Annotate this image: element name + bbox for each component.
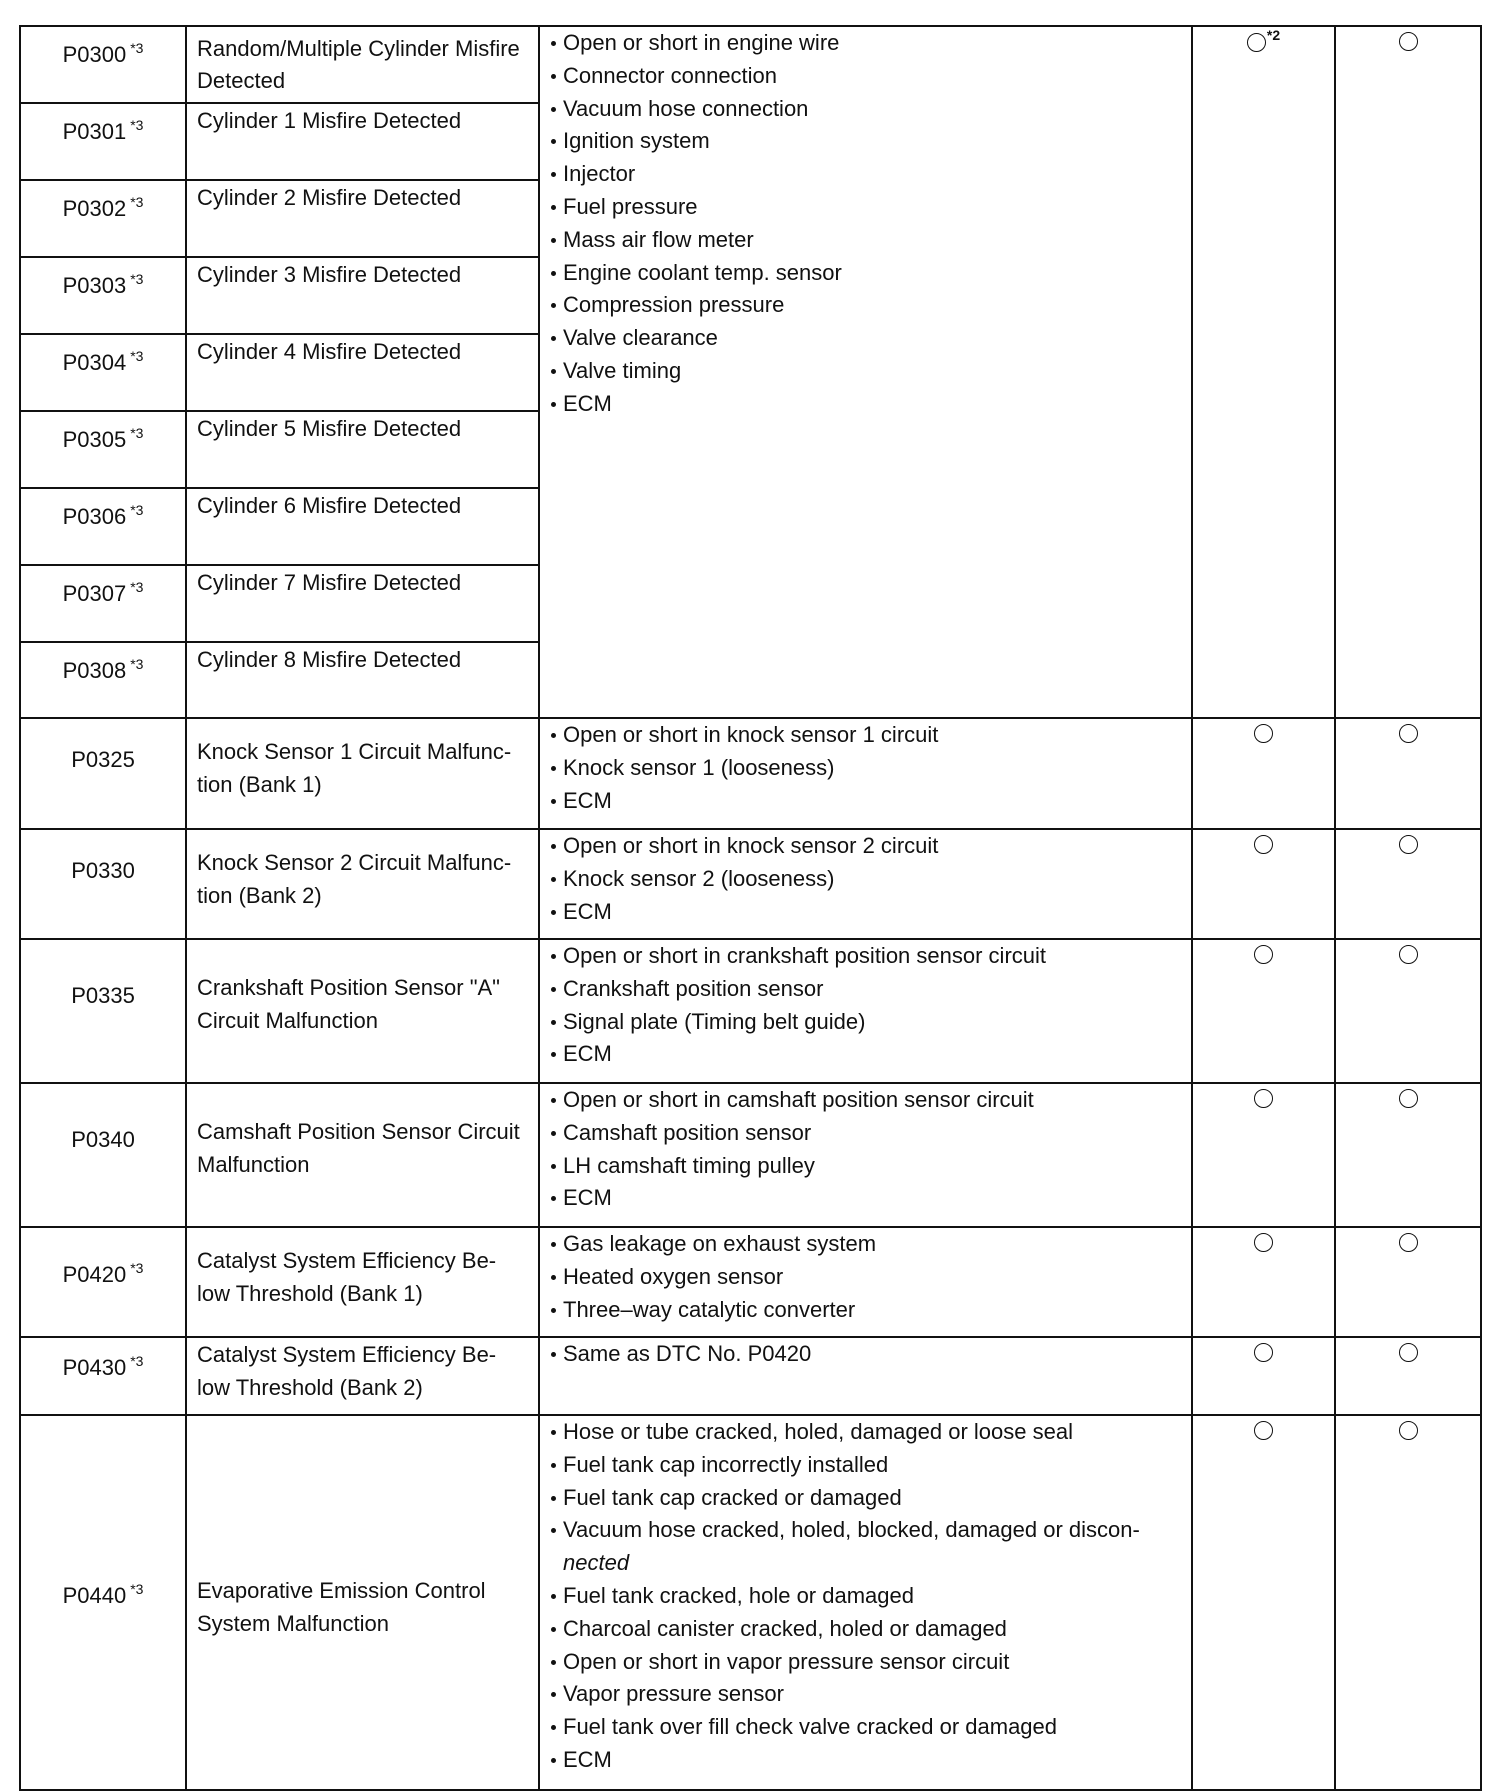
list-item: Vapor pressure sensor (551, 1678, 1183, 1711)
dtc-description: Crankshaft Position Sensor "A" Circuit Malfunction (186, 939, 539, 1083)
dtc-code: P0304 (62, 350, 127, 375)
dtc-code-cell (20, 642, 186, 718)
table-row (20, 1083, 1481, 1227)
list-item: Mass air flow meter (551, 224, 1183, 257)
list-item: Open or short in knock sensor 1 circuit (551, 719, 1183, 752)
trouble-area-list (551, 1228, 1183, 1326)
dtc-description: Random/Multiple Cylinder Misfire Detected (186, 26, 539, 103)
mil-mark-cell (1192, 718, 1335, 829)
list-item: LH camshaft timing pulley (551, 1150, 1183, 1183)
memory-mark-cell (1335, 829, 1481, 939)
memory-mark-cell (1335, 718, 1481, 829)
trouble-area-list (551, 1416, 1183, 1777)
dtc-code-note: *3 (130, 1581, 144, 1597)
dtc-code-note: *3 (130, 656, 144, 672)
dtc-code-cell (20, 180, 186, 257)
list-item: Open or short in crankshaft position sensor circuit (551, 940, 1183, 973)
dtc-code-cell (20, 565, 186, 642)
dtc-description: Catalyst System Efficiency Be- low Threshold (Bank 2) (186, 1337, 539, 1415)
dtc-code: P0440 (62, 1583, 127, 1608)
list-item: ECM (551, 896, 1183, 929)
dtc-code: P0301 (62, 119, 127, 144)
dtc-code-cell (20, 829, 186, 939)
dtc-code-cell (20, 334, 186, 411)
mil-mark-cell (1192, 1083, 1335, 1227)
dtc-code-cell (20, 1083, 186, 1227)
dtc-description: Camshaft Position Sensor Circuit Malfunction (186, 1083, 539, 1227)
circle-mark-icon (1254, 945, 1273, 964)
trouble-area-cell (539, 1227, 1192, 1337)
circle-mark-icon (1254, 835, 1273, 854)
dtc-description: Catalyst System Efficiency Be- low Threshold (Bank 1) (186, 1227, 539, 1337)
circle-mark-icon (1399, 1089, 1418, 1108)
circle-mark-icon (1254, 1233, 1273, 1252)
list-item: Valve timing (551, 355, 1183, 388)
trouble-area-cell (539, 26, 1192, 718)
dtc-code: P0306 (62, 504, 127, 529)
trouble-area-cell (539, 1337, 1192, 1415)
dtc-code: P0340 (71, 1127, 135, 1152)
dtc-code-note: *3 (130, 271, 144, 287)
list-item: Signal plate (Timing belt guide) (551, 1006, 1183, 1039)
list-item-continuation: nected (563, 1550, 630, 1576)
trouble-area-cell (539, 1415, 1192, 1790)
dtc-code-cell (20, 1227, 186, 1337)
mil-mark-cell (1192, 26, 1335, 718)
mil-mark-note: *2 (1266, 27, 1281, 43)
trouble-area-cell (539, 829, 1192, 939)
list-item: Open or short in camshaft position sensor circuit (551, 1084, 1183, 1117)
dtc-code-note: *3 (130, 348, 144, 364)
dtc-code-cell (20, 718, 186, 829)
dtc-code: P0305 (62, 427, 127, 452)
circle-mark-icon (1254, 1343, 1273, 1362)
list-item: Charcoal canister cracked, holed or damaged (551, 1613, 1183, 1646)
list-item: Fuel tank cap incorrectly installed (551, 1449, 1183, 1482)
list-item: Valve clearance (551, 322, 1183, 355)
circle-mark-icon (1254, 1421, 1273, 1440)
list-item: Camshaft position sensor (551, 1117, 1183, 1150)
dtc-description: Evaporative Emission Control System Malfunction (186, 1415, 539, 1790)
list-item: ECM (551, 1744, 1183, 1777)
dtc-description: Cylinder 8 Misfire Detected (186, 642, 539, 718)
circle-mark-icon (1247, 33, 1266, 52)
list-item: Engine coolant temp. sensor (551, 257, 1183, 290)
list-item: Hose or tube cracked, holed, damaged or loose seal (551, 1416, 1183, 1449)
circle-mark-icon (1399, 1421, 1418, 1440)
table-row (20, 1227, 1481, 1337)
table-row (20, 1415, 1481, 1790)
dtc-description: Cylinder 2 Misfire Detected (186, 180, 539, 257)
table-row (20, 829, 1481, 939)
memory-mark-cell (1335, 1415, 1481, 1790)
dtc-code-note: *3 (130, 1353, 144, 1369)
list-item: ECM (551, 1182, 1183, 1215)
trouble-area-list (551, 1338, 1183, 1371)
dtc-code-note: *3 (130, 425, 144, 441)
circle-mark-icon (1399, 835, 1418, 854)
dtc-description: Cylinder 4 Misfire Detected (186, 334, 539, 411)
list-item: Open or short in vapor pressure sensor circuit (551, 1646, 1183, 1679)
circle-mark-icon (1399, 945, 1418, 964)
dtc-code-cell (20, 411, 186, 488)
memory-mark-cell (1335, 1337, 1481, 1415)
dtc-code-cell (20, 488, 186, 565)
list-item: Open or short in knock sensor 2 circuit (551, 830, 1183, 863)
list-item: ECM (551, 785, 1183, 818)
dtc-code: P0308 (62, 658, 127, 683)
dtc-description: Cylinder 6 Misfire Detected (186, 488, 539, 565)
list-item: ECM (551, 1038, 1183, 1071)
list-item: Fuel pressure (551, 191, 1183, 224)
mil-mark-cell (1192, 1227, 1335, 1337)
dtc-code: P0335 (71, 983, 135, 1008)
memory-mark-cell (1335, 26, 1481, 718)
list-item: Open or short in engine wire (551, 27, 1183, 60)
circle-mark-icon (1399, 1233, 1418, 1252)
dtc-code-cell (20, 1415, 186, 1790)
dtc-description: Knock Sensor 2 Circuit Malfunc- tion (Bank 2) (186, 829, 539, 939)
mil-mark-cell (1192, 939, 1335, 1083)
dtc-code: P0303 (62, 273, 127, 298)
list-item: Fuel tank over fill check valve cracked or damaged (551, 1711, 1183, 1744)
dtc-code: P0330 (71, 858, 135, 883)
trouble-area-cell (539, 1083, 1192, 1227)
trouble-area-list (551, 1084, 1183, 1215)
dtc-code-note: *3 (130, 1260, 144, 1276)
dtc-code-note: *3 (130, 40, 144, 56)
table-row (20, 939, 1481, 1083)
trouble-area-list (551, 940, 1183, 1071)
list-item: Crankshaft position sensor (551, 973, 1183, 1006)
dtc-code-cell (20, 103, 186, 180)
list-item: Compression pressure (551, 289, 1183, 322)
dtc-code-note: *3 (130, 502, 144, 518)
list-item: Same as DTC No. P0420 (551, 1338, 1183, 1371)
memory-mark-cell (1335, 1083, 1481, 1227)
dtc-description: Cylinder 1 Misfire Detected (186, 103, 539, 180)
list-item: Heated oxygen sensor (551, 1261, 1183, 1294)
dtc-code: P0300 (62, 42, 127, 67)
circle-mark-icon (1399, 724, 1418, 743)
memory-mark-cell (1335, 939, 1481, 1083)
list-item: Vacuum hose cracked, holed, blocked, damaged or discon- (551, 1514, 1183, 1547)
trouble-area-list (551, 830, 1183, 928)
list-item: Ignition system (551, 125, 1183, 158)
trouble-area-list (551, 27, 1183, 421)
dtc-code: P0420 (62, 1262, 127, 1287)
dtc-code-note: *3 (130, 194, 144, 210)
memory-mark-cell (1335, 1227, 1481, 1337)
dtc-code: P0307 (62, 581, 127, 606)
list-item: Vacuum hose connection (551, 93, 1183, 126)
dtc-description: Cylinder 3 Misfire Detected (186, 257, 539, 334)
dtc-code: P0325 (71, 747, 135, 772)
list-item: Three–way catalytic converter (551, 1294, 1183, 1327)
list-item: Fuel tank cracked, hole or damaged (551, 1580, 1183, 1613)
dtc-table (19, 25, 1482, 1791)
dtc-code-cell (20, 939, 186, 1083)
circle-mark-icon (1254, 1089, 1273, 1108)
trouble-area-cell (539, 718, 1192, 829)
dtc-code-cell (20, 26, 186, 103)
dtc-code-cell (20, 257, 186, 334)
trouble-area-list (551, 719, 1183, 817)
list-item: Injector (551, 158, 1183, 191)
list-item: Fuel tank cap cracked or damaged (551, 1482, 1183, 1515)
dtc-description: Cylinder 7 Misfire Detected (186, 565, 539, 642)
circle-mark-icon (1399, 1343, 1418, 1362)
dtc-code-note: *3 (130, 117, 144, 133)
list-item: Knock sensor 2 (looseness) (551, 863, 1183, 896)
table-row (20, 26, 1481, 103)
mil-mark-cell (1192, 1337, 1335, 1415)
mil-mark-cell (1192, 829, 1335, 939)
dtc-code: P0430 (62, 1355, 127, 1380)
list-item: Connector connection (551, 60, 1183, 93)
list-item: Knock sensor 1 (looseness) (551, 752, 1183, 785)
list-item: ECM (551, 388, 1183, 421)
trouble-area-cell (539, 939, 1192, 1083)
circle-mark-icon (1254, 724, 1273, 743)
dtc-code-note: *3 (130, 579, 144, 595)
circle-mark-icon (1399, 32, 1418, 51)
dtc-code: P0302 (62, 196, 127, 221)
dtc-code-cell (20, 1337, 186, 1415)
list-item: Gas leakage on exhaust system (551, 1228, 1183, 1261)
table-row (20, 1337, 1481, 1415)
mil-mark-cell (1192, 1415, 1335, 1790)
table-row (20, 718, 1481, 829)
dtc-description: Cylinder 5 Misfire Detected (186, 411, 539, 488)
dtc-description: Knock Sensor 1 Circuit Malfunc- tion (Bank 1) (186, 718, 539, 829)
